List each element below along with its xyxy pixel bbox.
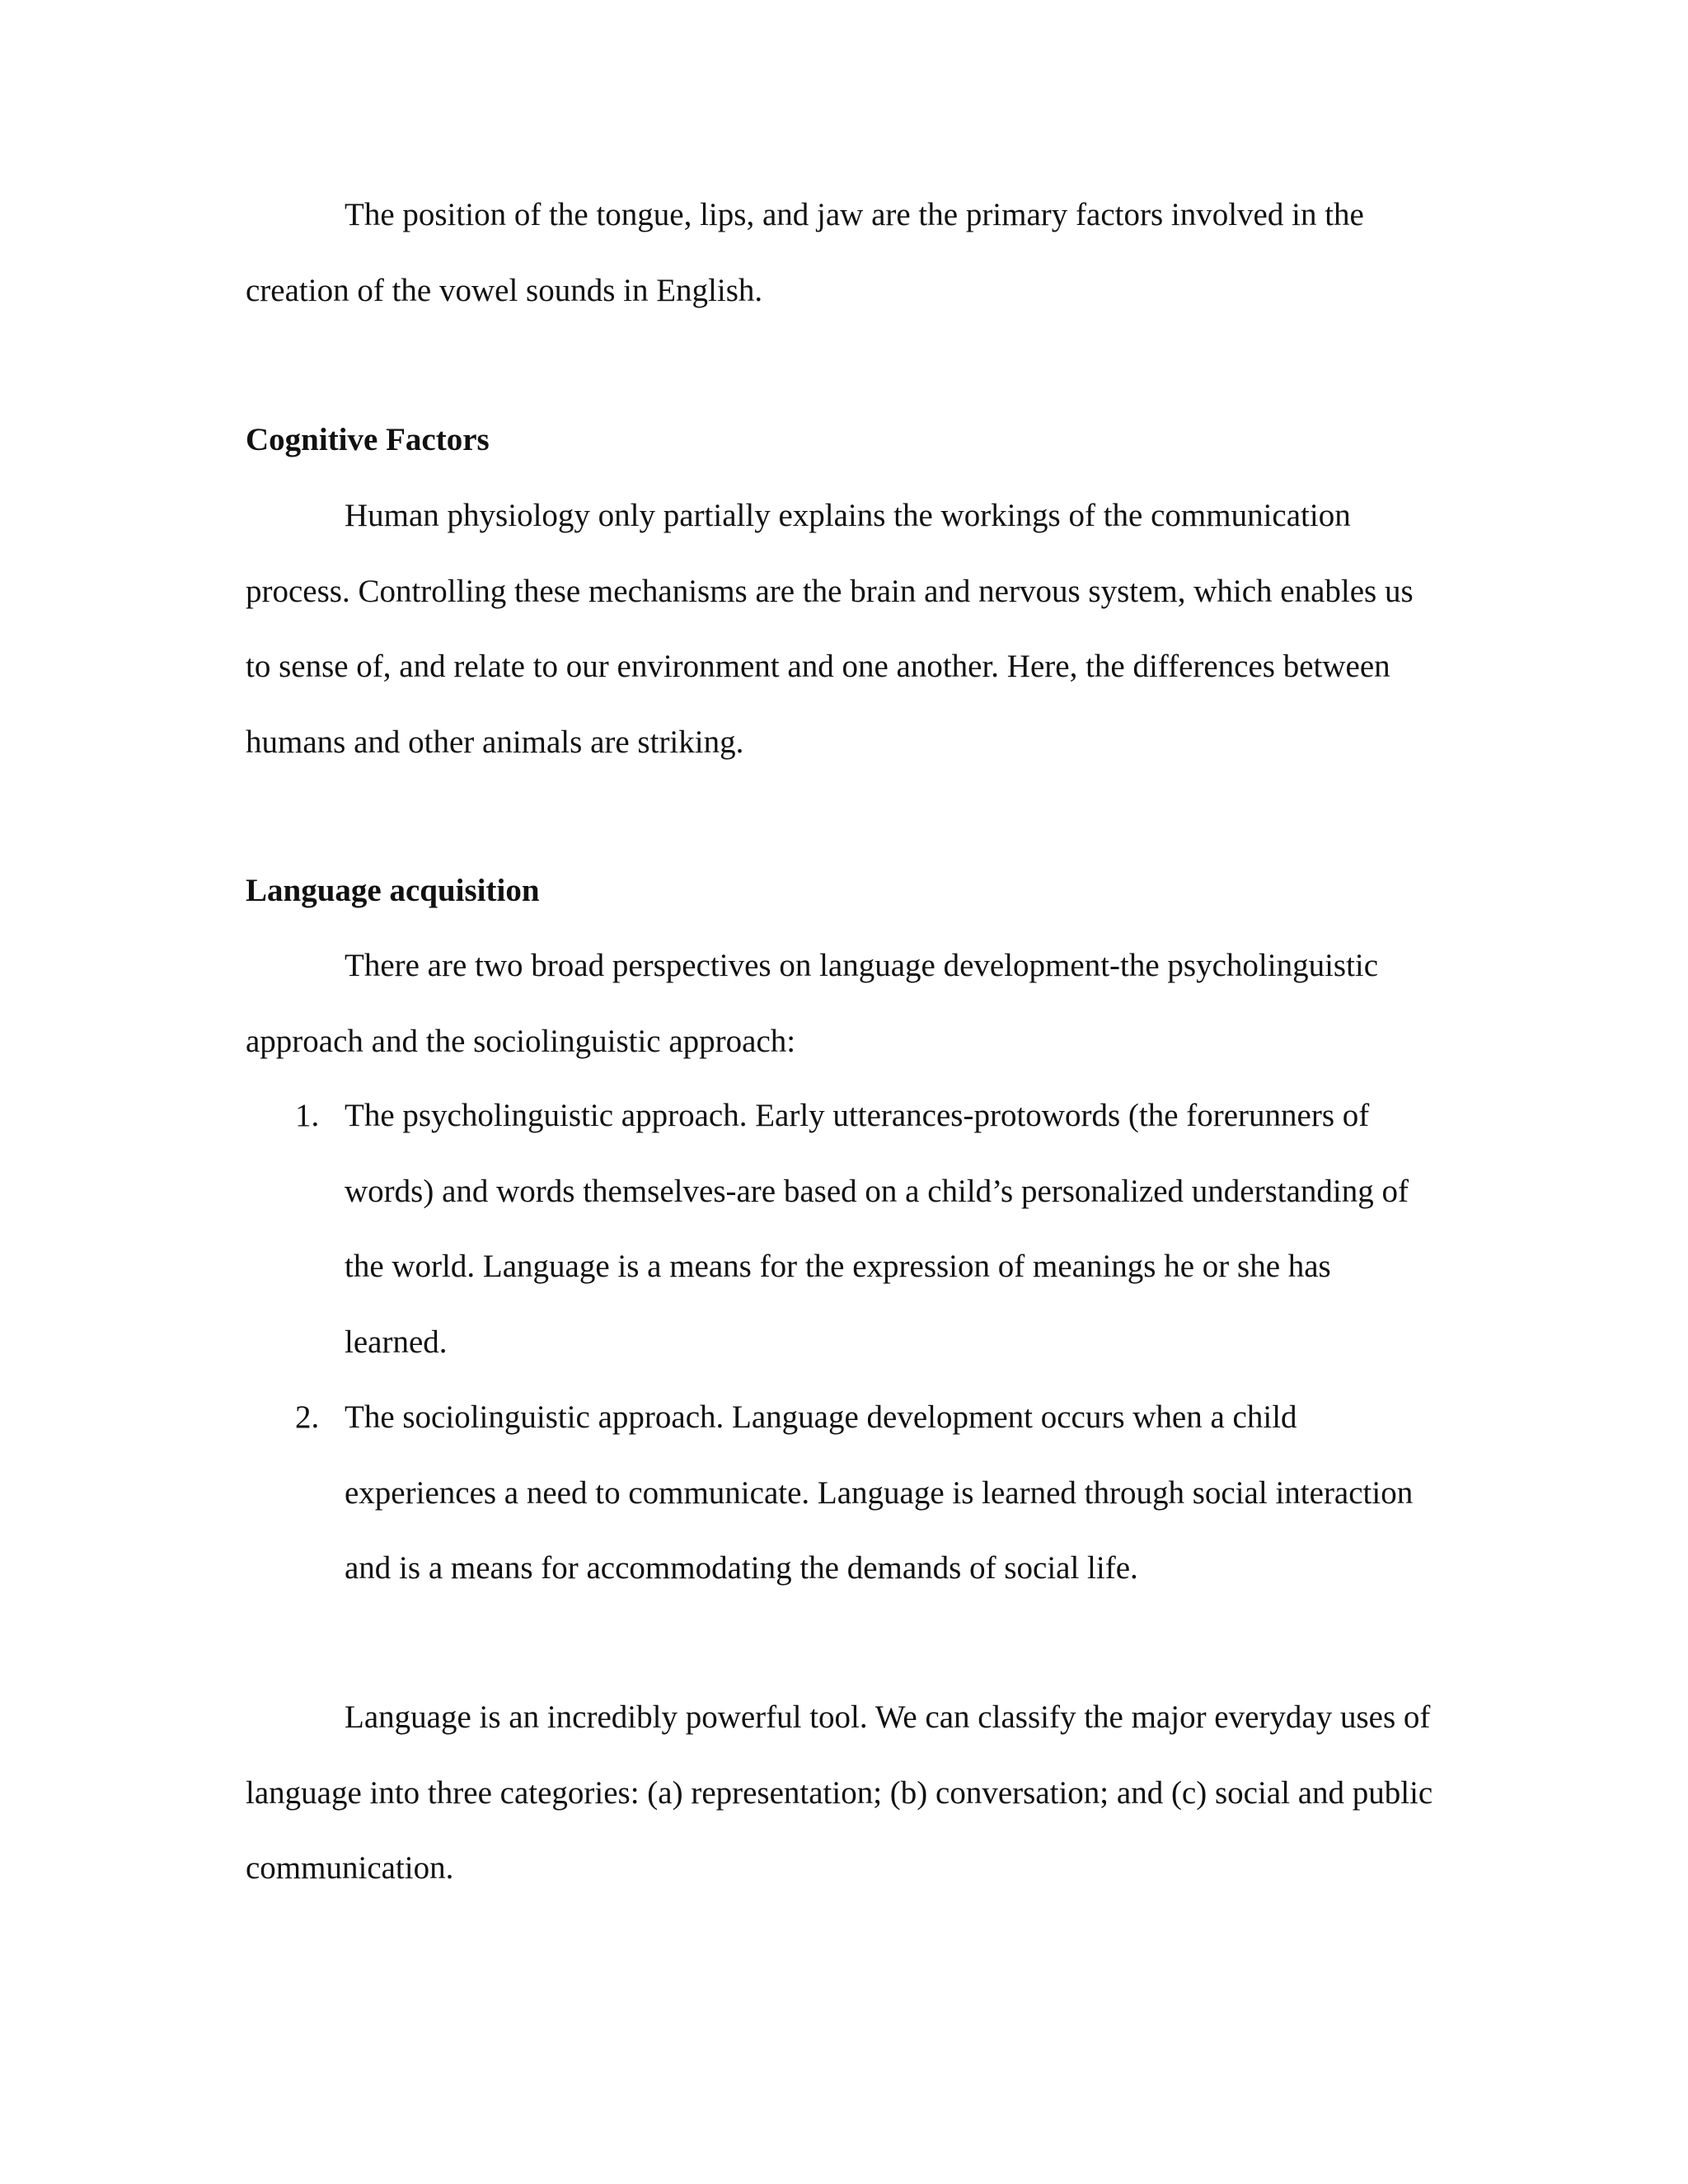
list-item-number: 2. — [295, 1399, 320, 1435]
list-item-text: The psycholinguistic approach. Early utterances-protowords (the forerunners of words) and words themselves-are based on a child’s personalized understanding of the world. Language is a means for the expression of meanings he or she has learned. — [345, 1098, 1409, 1360]
paragraph-human-physiology: Human physiology only partially explains the workings of the communication process. Controlling these mechanisms are the brain and nervous system, which enables us to sense of, and relate to our environment and one another. Here, the differences between humans and other animals are striking. — [246, 498, 1414, 760]
paragraph-vowel-sounds: The position of the tongue, lips, and jaw are the primary factors involved in the creation of the vowel sounds in English. — [246, 197, 1364, 308]
heading-language-acquisition: Language acquisition — [246, 873, 540, 908]
heading-cognitive-factors: Cognitive Factors — [246, 422, 490, 457]
paragraph-language-tool: Language is an incredibly powerful tool. We can classify the major everyday uses of language into three categories: (a) representation; (b) conversation; and (c) social and public communication. — [246, 1699, 1433, 1886]
list-item — [246, 1078, 1434, 1380]
paragraph-two-perspectives: There are two broad perspectives on language development-the psycholinguistic approach and the sociolinguistic approach: — [246, 948, 1379, 1059]
perspectives-list — [246, 1078, 1434, 1606]
list-item-text: The sociolinguistic approach. Language development occurs when a child experiences a need to communicate. Language is learned through social interaction and is a means for accommodating the demands of social life. — [345, 1399, 1414, 1586]
list-item-number: 1. — [295, 1098, 320, 1133]
list-item — [246, 1380, 1434, 1606]
